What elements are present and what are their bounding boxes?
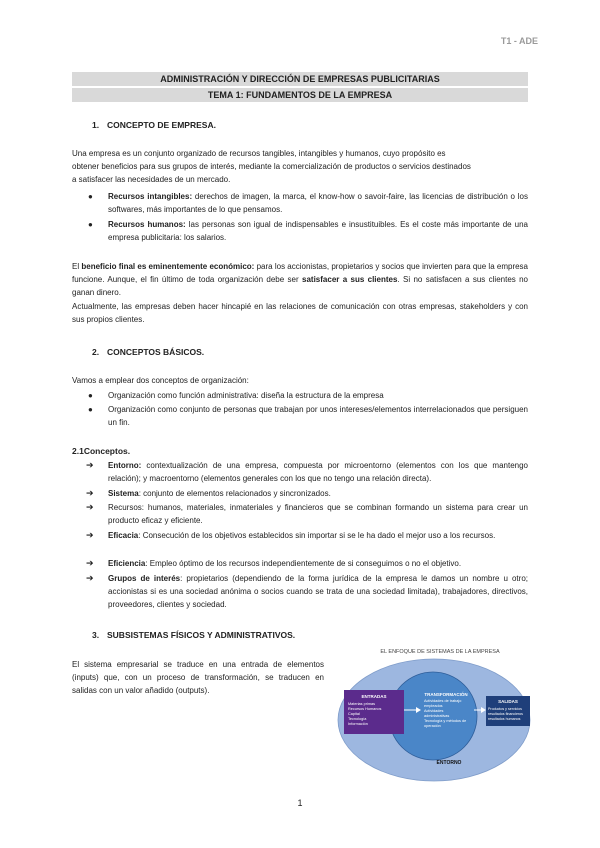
salidas-line: resultados financieros — [488, 712, 523, 716]
subsection-conceptos: 2.1Conceptos. — [72, 446, 131, 456]
chapter-title: TEMA 1: FUNDAMENTOS DE LA EMPRESA — [72, 88, 528, 102]
transformacion-title: TRANSFORMACIÓN — [424, 692, 468, 697]
salidas-line: resultados humanos — [488, 717, 521, 721]
transformacion-line: Actividades de trabajo — [424, 699, 462, 703]
section-3-heading: 3. SUBSISTEMAS FÍSICOS Y ADMINISTRATIVOS. — [92, 630, 296, 640]
entradas-line: Tecnología — [348, 717, 367, 721]
document-title: ADMINISTRACIÓN Y DIRECCIÓN DE EMPRESAS PUBLICITARIAS — [72, 72, 528, 86]
entradas-line: Materias primas — [348, 702, 376, 706]
section-3-text: El sistema empresarial se traduce en una entrada de elementos (inputs) que, con un proceso de transformación, se traducen en salidas con un valor añadido (outputs). — [72, 660, 324, 696]
section-2-intro: Vamos a emplear dos conceptos de organización: — [72, 376, 249, 385]
diagram-title: EL ENFOQUE DE SISTEMAS DE LA EMPRESA — [380, 649, 500, 655]
entradas-line: Información — [348, 722, 368, 726]
section-1-intro: Una empresa es un conjunto organizado de recursos tangibles, intangibles y humanos, cuyo propósito es obtener beneficios para sus grupos de interés, mediante la comercialización de productos o servicios destinados a satisfacer las necesidades de un mercado. — [72, 149, 471, 185]
concept-sistema: ➔ Sistema: conjunto de elementos relacionados y sincronizados. — [86, 488, 331, 498]
entradas-line: Capital — [348, 712, 360, 716]
systems-diagram — [336, 644, 532, 786]
bullet-organizacion-personas: ● Organización como conjunto de personas que trabajan por unos intereses/elementos interrelacionados que persiguen un fin. — [88, 405, 528, 428]
section-1-paragraph-2: El beneficio final es eminentemente económico: para los accionistas, propietarios y socios que invierten para que la empresa funcione. Aunque, el fin último de toda organización debe ser satisfacer a sus clientes. Si no satisfacen a sus clientes no ganan dinero. Actualmente, las empresas deben hacer hincapié en las relaciones de comunicación con otras empresas, stakeholders y con sus propios clientes. — [72, 262, 529, 324]
entradas-title: ENTRADAS — [361, 694, 387, 699]
concept-eficacia: ➔ Eficacia: Consecución de los objetivos establecidos sin importar si se le ha dado el mejor uso a los recursos. — [86, 530, 496, 540]
bullet-recursos-intangibles: ● Recursos intangibles: derechos de imagen, la marca, el know-how o savoir-faire, las licencias de distribución o los softwares, más importantes de lo que pensamos. — [88, 192, 528, 215]
bullet-recursos-humanos: ● Recursos humanos: las personas son igual de indispensables e insustituibles. Es el coste más importante de una empresa publicitaria: los salarios. — [88, 220, 528, 243]
running-header: T1 - ADE — [500, 36, 538, 46]
transformacion-line: Tecnología y métodos de — [424, 719, 467, 723]
transformacion-line: administrativas — [424, 714, 450, 718]
page-number: 1 — [297, 798, 303, 808]
concept-recursos: ➔ Recursos: humanos, materiales, inmateriales y financieros que se combinan formando un sistema para crear un producto eficaz y eficiente. — [86, 502, 528, 526]
section-2-heading: 2. CONCEPTOS BÁSICOS. — [92, 347, 205, 357]
concept-eficiencia: ➔ Eficiencia: Empleo óptimo de los recursos independientemente de si conseguimos o no el objetivo. — [86, 558, 462, 568]
bullet-organizacion-funcion: ● Organización como función administrativa: diseña la estructura de la empresa — [88, 391, 384, 400]
transformacion-line: operación — [424, 724, 441, 728]
entorno-label: ENTORNO — [436, 760, 462, 766]
concept-grupos-de-interes: ➔ Grupos de interés: propietarios (dependiendo de la forma jurídica de la empresa le damos un nombre u otro; accionistas si es una sociedad anónima o socios cuando se trata de una sociedad limitada), trabajadores, directivos, proveedores, clientes y sociedad. — [86, 573, 528, 610]
transformacion-line: Actividades — [424, 709, 444, 713]
salidas-title: SALIDAS — [498, 699, 518, 704]
salidas-line: Productos y servicios — [488, 707, 522, 711]
transformacion-line: empleados — [424, 704, 443, 708]
concept-entorno: ➔ Entorno: contextualización de una empresa, compuesta por microentorno (elementos con los que mantengo relación); y macroentorno (elementos generales con los que no tengo una relación directa). — [86, 460, 528, 484]
entradas-line: Recursos Humanos — [348, 707, 382, 711]
section-1-heading: 1. CONCEPTO DE EMPRESA. — [92, 120, 216, 130]
